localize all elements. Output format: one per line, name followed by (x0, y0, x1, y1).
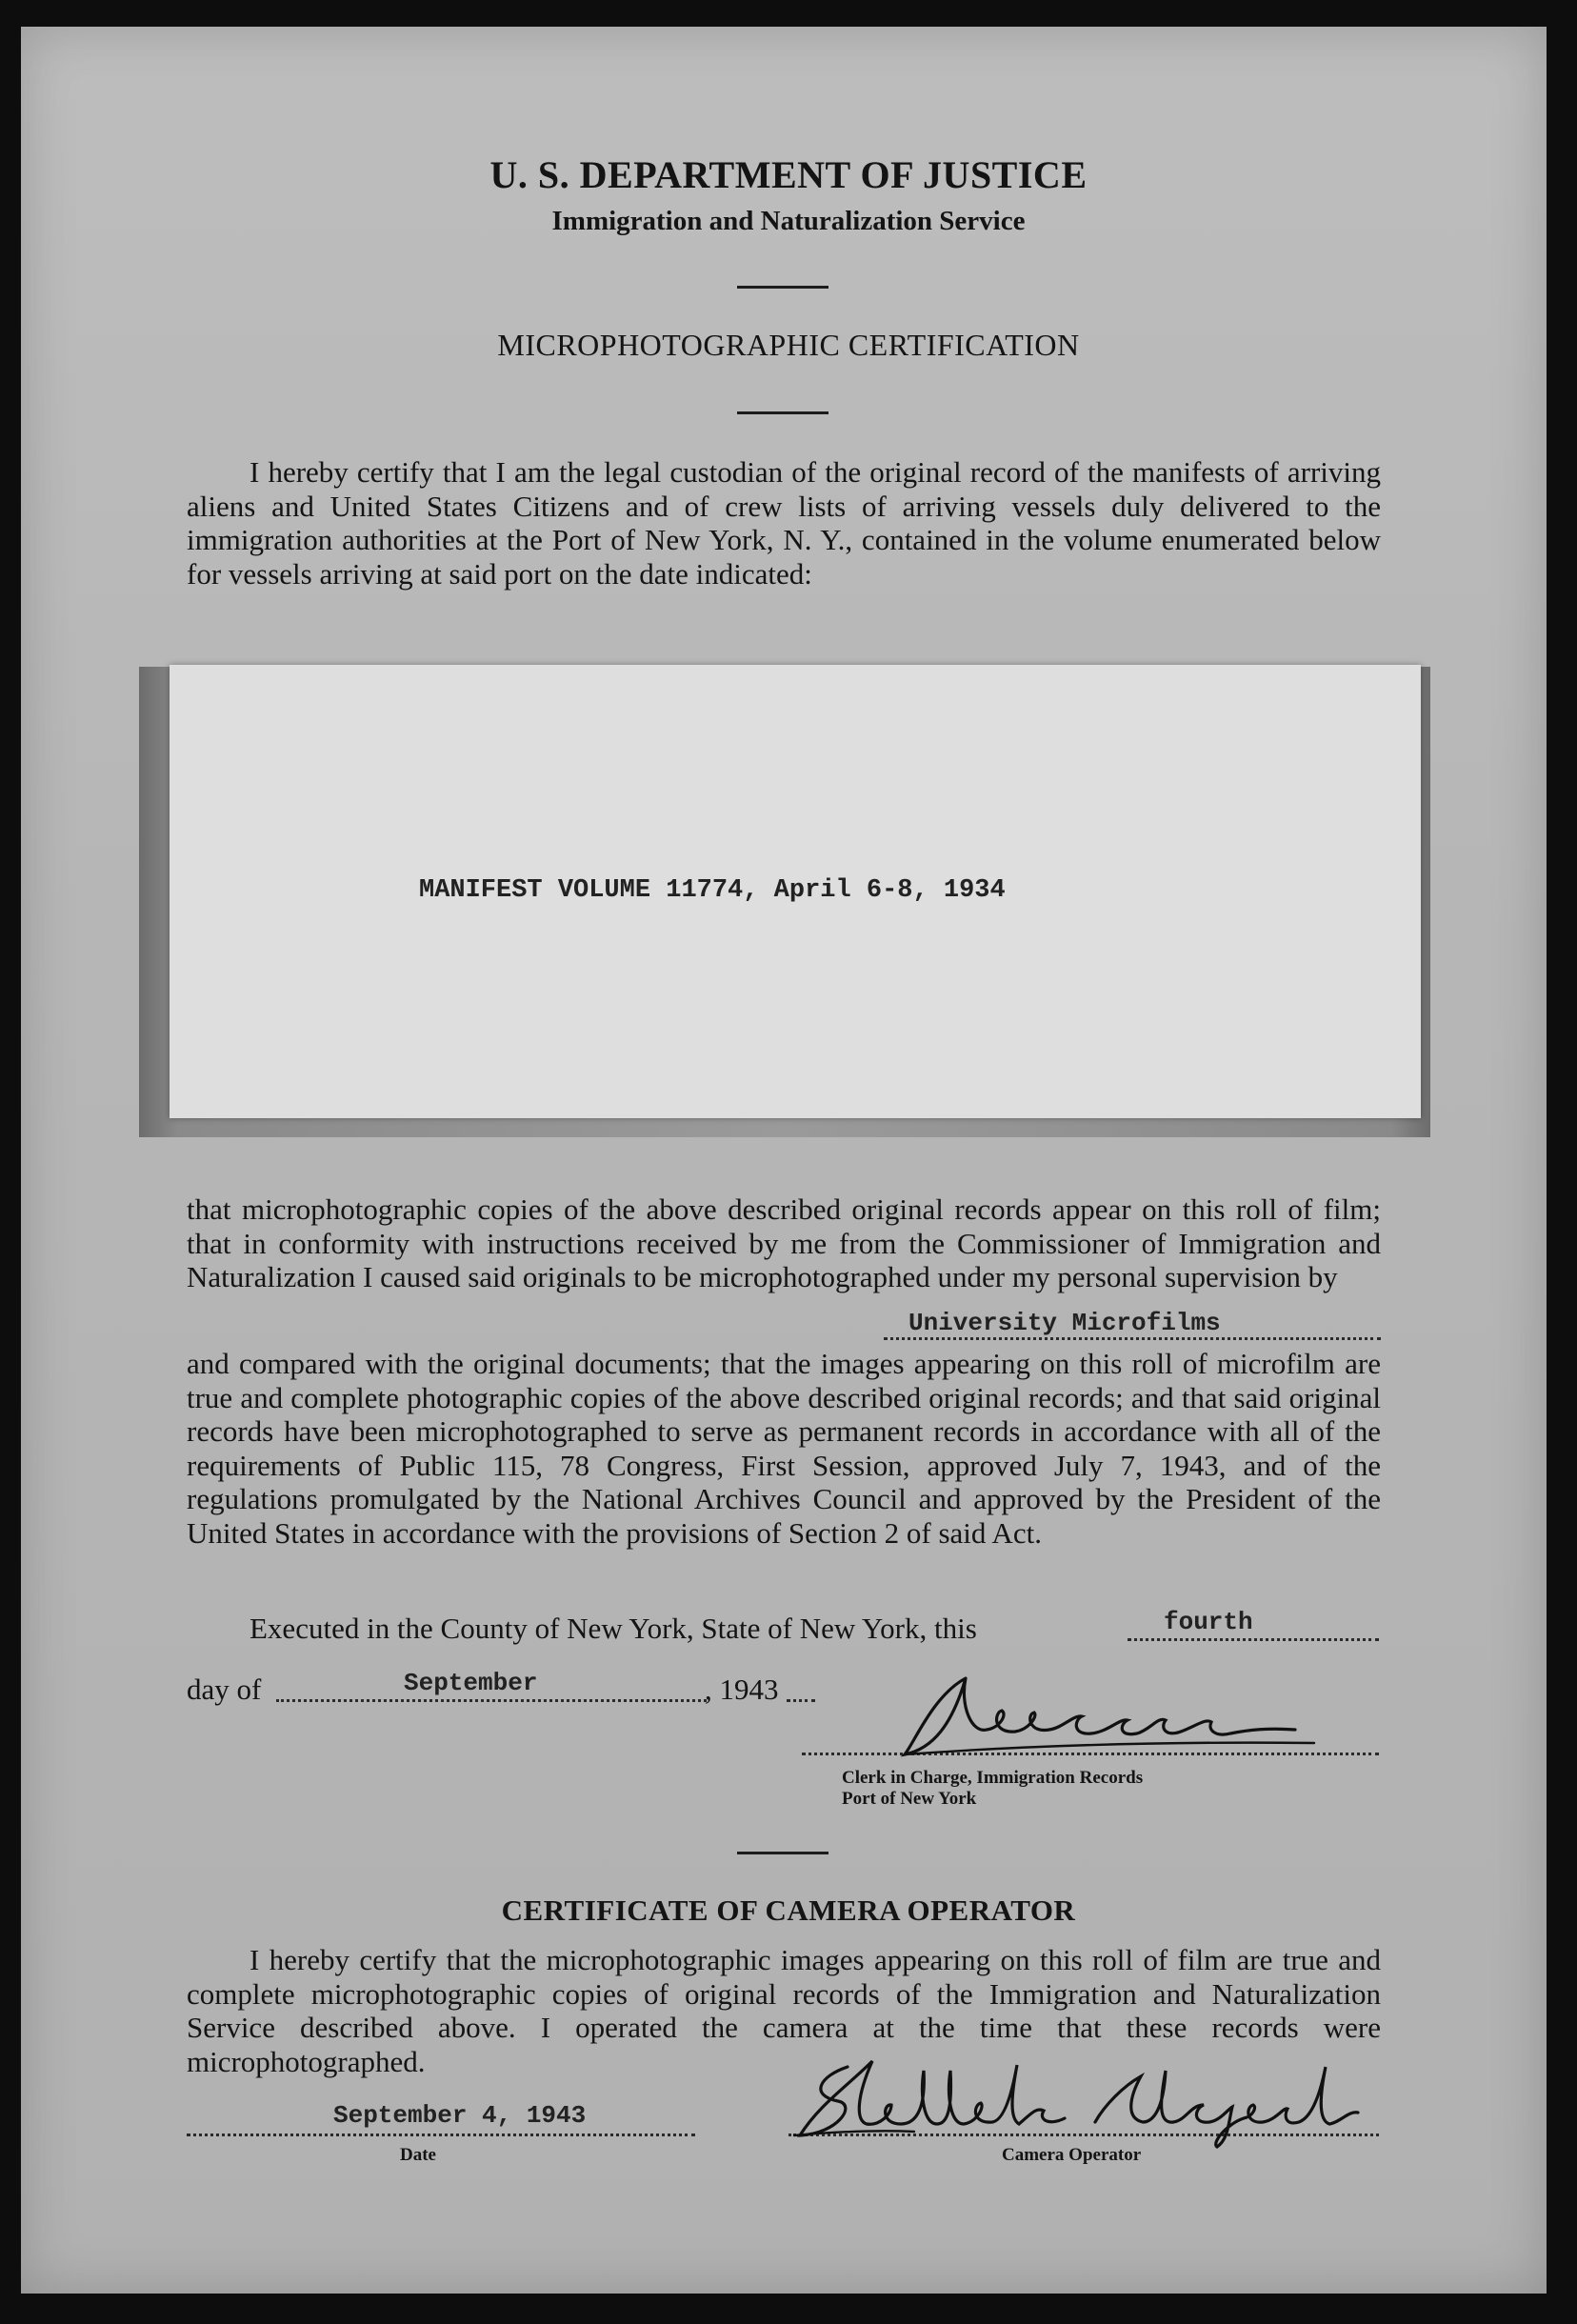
day-line (1128, 1638, 1379, 1641)
year-trailing-dots (787, 1699, 815, 1702)
divider-rule (737, 411, 828, 414)
month-value: September (404, 1669, 538, 1697)
clerk-signature (895, 1657, 1314, 1772)
divider-rule (737, 286, 828, 289)
body-paragraph-part1: that microphotographic copies of the above described original records appear on this roll of film; that in conformity with instructions received by me from the Commissioner of Immigration and Naturalization I caused said originals to be microphotographed under my personal supervision by (187, 1192, 1381, 1293)
camera-operator-title: CERTIFICATE OF CAMERA OPERATOR (501, 1893, 1076, 1927)
clerk-title: Clerk in Charge, Immigration Records (842, 1768, 1144, 1788)
service-subheading: Immigration and Naturalization Service (551, 206, 1026, 236)
body-paragraph-part2: and compared with the original documents; that the images appearing on this roll of microfilm are true and complete photographic copies of the above described original records; and that said original records have been microphotographed to serve as permanent records in accordance with all of the requirements of Public 115, 78 Congress, First Session, approved July 7, 1943, and of the regulations promulgated by the National Archives Council and approved by the President of the United States in accordance with the provisions of Section 2 of said Act. (187, 1347, 1381, 1550)
photographer-line (884, 1309, 1381, 1335)
day-of-label: day of (187, 1673, 262, 1706)
executed-statement: Executed in the County of New York, State of New York, this (250, 1612, 977, 1645)
month-line (276, 1699, 707, 1702)
divider-rule (737, 1852, 828, 1854)
operator-date-line (187, 2134, 695, 2136)
camera-operator-label: Camera Operator (1002, 2145, 1142, 2165)
certification-title: MICROPHOTOGRAPHIC CERTIFICATION (497, 328, 1080, 362)
clerk-port: Port of New York (842, 1789, 977, 1809)
year-value: , 1943 (705, 1673, 779, 1706)
department-heading: U. S. DEPARTMENT OF JUSTICE (489, 153, 1088, 196)
camera-operator-signature (781, 2048, 1371, 2153)
day-value: fourth (1164, 1608, 1253, 1636)
camera-operator-paragraph: I hereby certify that the microphotographic images appearing on this roll of film are true and complete microphotographic copies of original records of the Immigration and Naturalization Service described above. I operated the camera at the time that these records were microphotographed. (187, 1943, 1381, 2078)
intro-paragraph: I hereby certify that I am the legal custodian of the original record of the manifests of arriving aliens and United States Citizens and of crew lists of arriving vessels duly delivered to the immigration authorities at the Port of New York, N. Y., contained in the volume enumerated below for vessels arriving at said port on the date indicated: (187, 455, 1381, 591)
operator-date-label: Date (400, 2145, 436, 2165)
photographer-name: University Microfilms (908, 1309, 1221, 1337)
operator-date-value: September 4, 1943 (333, 2101, 587, 2130)
volume-slip-text: MANIFEST VOLUME 11774, April 6-8, 1934 (419, 876, 1006, 905)
